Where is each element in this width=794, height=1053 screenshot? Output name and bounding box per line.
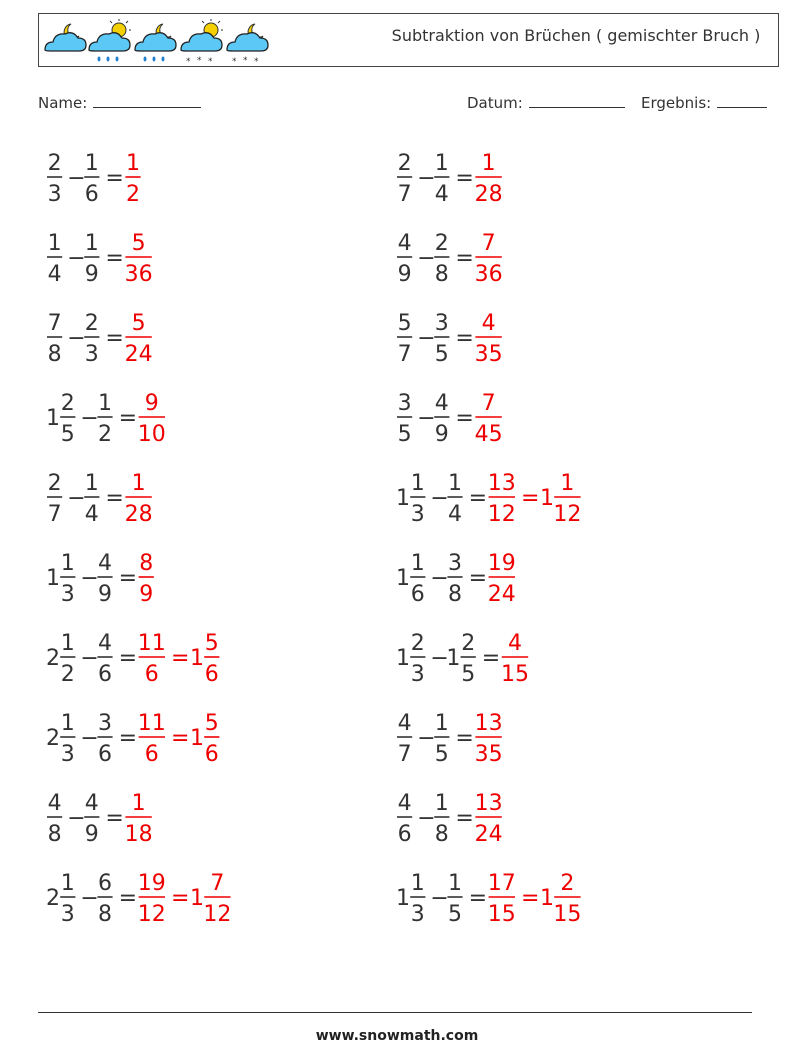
problem-item	[396, 622, 756, 692]
problem-item	[396, 142, 756, 212]
answer-mixed-whole: 1	[540, 486, 554, 511]
answer-denominator: 10	[137, 422, 166, 447]
minuend-denominator: 3	[60, 742, 75, 767]
answer-denominator: 35	[474, 742, 503, 767]
minuend-denominator: 3	[410, 502, 425, 527]
cloud-moon-snow-icon	[227, 24, 268, 64]
equals-sign: =	[118, 406, 138, 431]
problem-item	[396, 702, 756, 772]
answer-mixed-whole: 1	[190, 726, 204, 751]
date-field	[467, 93, 625, 112]
minuend-numerator: 2	[60, 391, 75, 416]
answer-numerator: 4	[508, 631, 522, 656]
answer-numerator: 19	[487, 551, 516, 576]
answer-numerator: 1	[126, 151, 140, 176]
equals-sign: =	[105, 486, 124, 511]
worksheet-title: Subtraktion von Brüchen ( gemischter Bruch )	[391, 26, 761, 45]
subtrahend-denominator: 8	[434, 262, 449, 287]
equals-sign: =	[468, 886, 488, 911]
answer-denominator: 15	[487, 902, 516, 927]
minus-sign: −	[417, 406, 436, 431]
answer-mixed-numerator: 5	[204, 711, 219, 736]
answer-denominator: 9	[139, 582, 154, 607]
minus-sign: −	[417, 166, 436, 191]
minuend-numerator: 1	[410, 871, 425, 896]
equals-sign: =	[455, 246, 474, 271]
svg-text:*: *	[186, 57, 191, 64]
equals-sign: =	[105, 246, 124, 271]
name-label: Name:	[38, 94, 88, 112]
answer-numerator: 1	[481, 151, 496, 176]
minuend-numerator: 7	[47, 311, 62, 336]
answer-denominator: 18	[124, 822, 153, 847]
equals-sign: =	[105, 806, 124, 831]
minuend-denominator: 9	[397, 262, 412, 287]
subtrahend-whole: 1	[446, 646, 461, 671]
minuend-numerator: 4	[397, 711, 412, 736]
minuend-numerator: 5	[397, 311, 412, 336]
minuend-denominator: 6	[397, 822, 412, 847]
answer-mixed-numerator: 7	[210, 871, 225, 896]
answer-equals-sign: =	[521, 486, 540, 511]
subtrahend-numerator: 4	[84, 791, 99, 816]
subtrahend-numerator: 1	[434, 711, 449, 736]
answer-equals-sign: =	[521, 886, 540, 911]
minuend-whole: 1	[46, 406, 60, 431]
answer-denominator: 6	[144, 662, 159, 687]
subtrahend-numerator: 1	[84, 151, 99, 176]
subtrahend-numerator: 1	[84, 231, 99, 256]
subtrahend-numerator: 1	[434, 791, 449, 816]
minus-sign: −	[67, 806, 86, 831]
answer-numerator: 5	[131, 311, 146, 336]
subtrahend-denominator: 3	[84, 342, 99, 367]
equals-sign: =	[455, 726, 474, 751]
answer-numerator: 13	[487, 471, 516, 496]
answer-denominator: 15	[501, 662, 529, 687]
subtrahend-denominator: 6	[98, 742, 112, 767]
minuend-numerator: 4	[397, 791, 412, 816]
subtrahend-numerator: 1	[98, 391, 112, 416]
equals-sign: =	[118, 886, 138, 911]
answer-numerator: 7	[481, 391, 496, 416]
answer-denominator: 35	[474, 342, 503, 367]
minuend-whole: 1	[396, 566, 410, 591]
problem-item	[46, 782, 406, 852]
minus-sign: −	[80, 646, 99, 671]
answer-denominator: 24	[124, 342, 153, 367]
footer-url: www.snowmath.com	[315, 1028, 479, 1044]
minus-sign: −	[417, 246, 436, 271]
minuend-denominator: 3	[60, 582, 75, 607]
minuend-whole: 2	[46, 886, 60, 911]
subtrahend-denominator: 4	[434, 182, 449, 207]
subtrahend-numerator: 3	[448, 551, 462, 576]
answer-denominator: 2	[126, 182, 140, 207]
minus-sign: −	[80, 726, 99, 751]
minus-sign: −	[430, 646, 449, 671]
subtrahend-numerator: 4	[98, 551, 112, 576]
minus-sign: −	[67, 326, 86, 351]
minuend-denominator: 3	[410, 662, 425, 687]
subtrahend-numerator: 6	[98, 871, 112, 896]
answer-denominator: 6	[144, 742, 159, 767]
answer-numerator: 9	[144, 391, 159, 416]
minuend-numerator: 1	[60, 551, 75, 576]
problem-item	[46, 302, 406, 372]
minuend-whole: 1	[396, 886, 410, 911]
problem-item	[46, 222, 406, 292]
minuend-denominator: 7	[397, 342, 412, 367]
minuend-whole: 1	[396, 486, 410, 511]
cloud-moon-rain-icon	[135, 24, 176, 62]
equals-sign: =	[468, 566, 488, 591]
answer-denominator: 45	[474, 422, 503, 447]
problem-item	[396, 462, 756, 532]
answer-mixed-whole: 1	[190, 886, 204, 911]
name-blank[interactable]	[93, 93, 201, 108]
svg-text:*: *	[254, 57, 259, 64]
worksheet-header	[38, 13, 779, 67]
answer-numerator: 11	[137, 711, 166, 736]
equals-sign: =	[118, 726, 138, 751]
answer-numerator: 17	[487, 871, 516, 896]
answer-denominator: 36	[474, 262, 503, 287]
minuend-numerator: 2	[47, 471, 62, 496]
problem-item	[46, 862, 406, 932]
result-blank[interactable]	[717, 93, 767, 108]
problem-item	[396, 542, 756, 612]
minuend-denominator: 3	[47, 182, 62, 207]
answer-equals-sign: =	[171, 726, 190, 751]
minuend-whole: 1	[46, 566, 60, 591]
subtrahend-denominator: 9	[434, 422, 449, 447]
minuend-numerator: 2	[47, 151, 62, 176]
minuend-numerator: 1	[410, 471, 425, 496]
subtrahend-denominator: 9	[84, 262, 99, 287]
minuend-denominator: 7	[397, 182, 412, 207]
subtrahend-denominator: 8	[98, 902, 112, 927]
subtrahend-numerator: 3	[434, 311, 449, 336]
name-field	[38, 93, 201, 112]
subtrahend-denominator: 5	[434, 342, 449, 367]
subtrahend-denominator: 6	[98, 662, 112, 687]
answer-mixed-denominator: 6	[204, 662, 219, 687]
answer-equals-sign: =	[171, 886, 190, 911]
minuend-denominator: 3	[410, 902, 425, 927]
minuend-numerator: 1	[47, 231, 62, 256]
svg-text:*: *	[197, 56, 202, 64]
minuend-numerator: 4	[47, 791, 62, 816]
answer-numerator: 11	[137, 631, 166, 656]
subtrahend-denominator: 2	[98, 422, 112, 447]
subtrahend-numerator: 3	[98, 711, 112, 736]
problem-item	[396, 782, 756, 852]
date-blank[interactable]	[529, 93, 625, 108]
problem-item	[46, 702, 406, 772]
answer-denominator: 28	[124, 502, 153, 527]
subtrahend-numerator: 2	[84, 311, 99, 336]
subtrahend-numerator: 4	[434, 391, 449, 416]
minus-sign: −	[67, 166, 86, 191]
answer-numerator: 19	[137, 871, 166, 896]
svg-text:*: *	[232, 57, 237, 64]
answer-numerator: 7	[481, 231, 496, 256]
problem-item	[396, 302, 756, 372]
equals-sign: =	[455, 166, 474, 191]
minuend-whole: 1	[396, 646, 410, 671]
cloud-sun-rain-icon	[89, 19, 131, 62]
weather-icons-strip	[41, 18, 271, 64]
answer-mixed-numerator: 2	[560, 871, 575, 896]
answer-denominator: 12	[137, 902, 166, 927]
minuend-denominator: 2	[60, 662, 75, 687]
subtrahend-denominator: 5	[434, 742, 449, 767]
subtrahend-denominator: 8	[448, 582, 462, 607]
result-label: Ergebnis:	[641, 94, 712, 112]
minuend-whole: 2	[46, 726, 60, 751]
minus-sign: −	[430, 566, 449, 591]
answer-numerator: 5	[131, 231, 146, 256]
answer-denominator: 12	[487, 502, 516, 527]
subtrahend-numerator: 1	[448, 871, 462, 896]
minuend-numerator: 3	[397, 391, 412, 416]
footer-rule	[38, 1012, 752, 1013]
subtrahend-denominator: 8	[434, 822, 449, 847]
minuend-numerator: 1	[60, 711, 75, 736]
answer-denominator: 36	[124, 262, 153, 287]
subtrahend-numerator: 1	[448, 471, 462, 496]
answer-mixed-whole: 1	[190, 646, 204, 671]
minus-sign: −	[80, 566, 99, 591]
minuend-denominator: 7	[47, 502, 62, 527]
answer-denominator: 24	[487, 582, 516, 607]
minuend-denominator: 5	[397, 422, 412, 447]
problem-item	[46, 382, 406, 452]
minus-sign: −	[67, 486, 86, 511]
date-label: Datum:	[467, 94, 523, 112]
minuend-numerator: 2	[397, 151, 412, 176]
equals-sign: =	[105, 166, 124, 191]
equals-sign: =	[455, 806, 474, 831]
cloud-sun-snow-icon	[181, 19, 223, 64]
answer-numerator: 13	[474, 791, 503, 816]
equals-sign: =	[455, 326, 474, 351]
answer-mixed-whole: 1	[540, 886, 554, 911]
answer-mixed-numerator: 5	[204, 631, 219, 656]
problem-item	[46, 462, 406, 532]
minus-sign: −	[417, 726, 436, 751]
minus-sign: −	[430, 486, 449, 511]
minuend-denominator: 4	[47, 262, 62, 287]
problem-item	[396, 222, 756, 292]
minuend-numerator: 4	[397, 231, 412, 256]
minus-sign: −	[430, 886, 449, 911]
result-field	[641, 93, 767, 112]
svg-text:*: *	[243, 56, 248, 64]
minus-sign: −	[417, 326, 436, 351]
minuend-whole: 2	[46, 646, 60, 671]
answer-mixed-denominator: 15	[553, 902, 582, 927]
minuend-denominator: 8	[47, 342, 62, 367]
equals-sign: =	[105, 326, 124, 351]
answer-numerator: 8	[139, 551, 154, 576]
minus-sign: −	[80, 886, 99, 911]
problem-item	[46, 142, 406, 212]
subtrahend-denominator: 4	[448, 502, 462, 527]
minuend-denominator: 8	[47, 822, 62, 847]
minuend-denominator: 5	[60, 422, 75, 447]
answer-numerator: 4	[481, 311, 496, 336]
equals-sign: =	[481, 646, 501, 671]
answer-denominator: 28	[474, 182, 503, 207]
minuend-numerator: 1	[60, 631, 75, 656]
minuend-numerator: 2	[410, 631, 425, 656]
answer-mixed-denominator: 12	[553, 502, 582, 527]
subtrahend-denominator: 5	[461, 662, 476, 687]
minuend-numerator: 1	[60, 871, 75, 896]
subtrahend-denominator: 9	[98, 582, 112, 607]
problem-item	[396, 382, 756, 452]
equals-sign: =	[468, 486, 488, 511]
subtrahend-numerator: 1	[434, 151, 449, 176]
subtrahend-numerator: 4	[98, 631, 112, 656]
subtrahend-denominator: 5	[448, 902, 462, 927]
minus-sign: −	[67, 246, 86, 271]
subtrahend-numerator: 2	[434, 231, 449, 256]
equals-sign: =	[455, 406, 474, 431]
subtrahend-numerator: 1	[84, 471, 99, 496]
equals-sign: =	[118, 566, 138, 591]
answer-numerator: 1	[131, 471, 146, 496]
subtrahend-numerator: 2	[461, 631, 476, 656]
problem-item	[46, 622, 406, 692]
answer-mixed-denominator: 6	[204, 742, 219, 767]
answer-numerator: 1	[131, 791, 146, 816]
problem-item	[396, 862, 756, 932]
svg-text:*: *	[208, 57, 213, 64]
cloud-moon-icon	[45, 24, 86, 51]
minus-sign: −	[417, 806, 436, 831]
answer-mixed-denominator: 12	[203, 902, 232, 927]
minuend-numerator: 1	[410, 551, 425, 576]
minuend-denominator: 7	[397, 742, 412, 767]
problem-item	[46, 542, 406, 612]
answer-numerator: 13	[474, 711, 503, 736]
subtrahend-denominator: 6	[84, 182, 99, 207]
minus-sign: −	[80, 406, 99, 431]
equals-sign: =	[118, 646, 138, 671]
minuend-denominator: 6	[410, 582, 425, 607]
minuend-denominator: 3	[60, 902, 75, 927]
subtrahend-denominator: 4	[84, 502, 99, 527]
answer-denominator: 24	[474, 822, 503, 847]
subtrahend-denominator: 9	[84, 822, 99, 847]
answer-equals-sign: =	[171, 646, 190, 671]
answer-mixed-numerator: 1	[560, 471, 575, 496]
